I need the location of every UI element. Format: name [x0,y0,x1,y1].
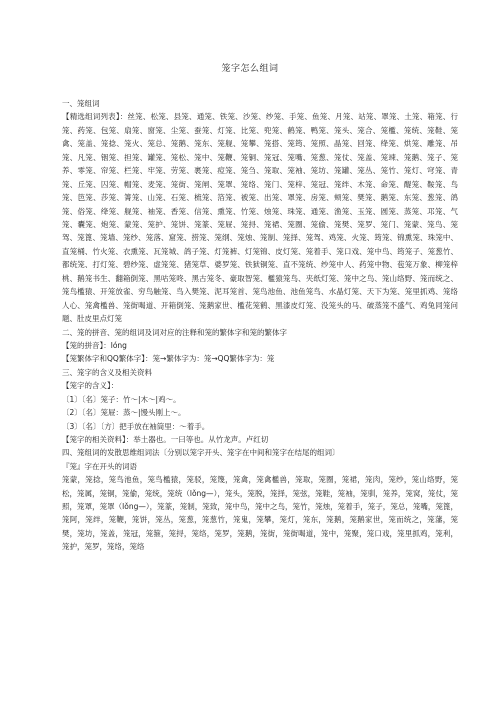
pinyin-line: 【笼的拼音】：lóng [62,341,127,351]
traditional-line: 【笼繁体字和QQ繁体字】：笼→繁体字为：笼→QQ繁体字为：笼 [62,354,275,364]
meaning-2: 〔2〕〔名〕笼屉：蒸～|馒头刚上～。 [62,408,186,418]
document-body [62,97,458,554]
meaning-3: 〔3〕〔名〕〔方〕把手放在袖筒里：～着手。 [62,421,210,431]
meaning-1: 〔1〕〔名〕笼子：竹～|木～|鸡～。 [62,394,181,404]
heading-2: 二、笼的拼音、笼的组词及词对应的注释和笼的繁体字和笼的繁体字 [62,327,287,337]
word-list-paragraph: 【精选组词列表】：丝笼、松笼、县笼、通笼、铁笼、沙笼、纱笼、手笼、鱼笼、月笼、站笼、罩笼、土笼、箱笼、行笼、药笼、包笼、扇笼、窗笼、尘笼、蚕笼、灯笼、比笼、兜笼、鹤笼、鸭笼、笼头、笼合、笼檻、笼统、笼鞋、笼禽、笼盖、笼捻、笼火、笼总、笼鹅、笼东、笼舰、笼攀、笼搭、笼筠、笼照、晶笼、回笼、绛笼、烘笼、雕笼、吊笼、凡笼、铟笼、担笼、罐笼、笼松、笼中、笼鞭、笼铜、笼冠、笼嘴、笼葱、笼仗、笼盖、笼竦、笼鹅、笼子、笼养、零笼、帘笼、栏笼、牢笼、劳笼、裹笼、痘笼、笼刍、笼取、笼袖、笼坊、笼罐、笼丛、笼竹、笼灯、穹笼、青笼、丘笼、囚笼、帽笼、麦笼、笼街、笼闸、笼罩、笼络、笼门、笼梓、笼冠、笼绊、木笼、命笼、醍笼、鞍笼、鸟笼、笆笼、莎笼、箐笼、山笼、石笼、梳笼、箔笼、被笼、出笼、罩笼、房笼、颊笼、樊笼、鹅笼、东笼、葱笼、鸽笼、俗笼、绛笼、舰笼、袖笼、香笼、信笼、熏笼、竹笼、烛笼、珠笼、通笼、渔笼、玉笼、圆笼、蒸笼、邛笼、气笼、囊笼、炮笼、蒙笼、笼护、笼饼、笼篆、笼屉、笼挦、笼裙、笼圈、笼偷、笼樊、笼罗、笼门、笼蒙、笼鸟、笼驾、笼篦、笼墙、笼纱、笼落、窟笼、捞笼、笼纲、笼烛、笼制、笼择、笼驾、鸡笼、火笼、筠笼、锦熏笼、珠笼中、直笼桶、竹火笼、衣熏笼、瓦笼城、鸽子笼、灯笼裤、灯笼锦、皮灯笼、笼着手、笼口戏、笼中鸟、筠笼子、笼葱竹、都统笼、打灯笼、碧纱笼、虚笼笼、猪笼草、婆罗笼、铁狱铜笼、直不笼统、纱笼中人、药笼中物、苞笼万象、柳笼梓桃、鹅笼书生、翻箱倒笼、黑咕笼咚、黑古笼冬、豪取智笼、檻猿笼鸟、夹纸灯笼、笼中之鸟、笼山络野、笼而统之、笼鸟檻猿、开笼放雀、穷鸟触笼、鸟入樊笼、泥耳笼首、笼鸟池鱼、池鱼笼鸟、水晶灯笼、天下为笼、笼里抓鸡、笼络人心、笼禽檻兽、笼街喝道、开箱倒笼、笼鹅家世、檻花笼鹤、黑漆皮灯笼、没笼头的马、破蒸笼不盛气、鸡兔同笼问题、肚皮里点灯笼 [62,112,458,324]
heading-3: 三、笼字的含义及相关资料 [62,367,152,377]
heading-1: 一、笼组词 [62,99,100,108]
heading-4: 四、笼组词的发散思维组词法〔分别以笼字开头、笼字在中间和笼字在结尾的组词〕 [62,448,340,458]
meaning-label: 【笼字的含义】： [62,381,119,391]
document-title: 笼字怎么组词 [221,64,279,74]
start-word-paragraph: 笼蒙，笼捻，笼鸟池鱼，笼鸟檻猿，笼驳，笼篾，笼禽，笼禽檻兽，笼取，笼圈，笼裙，笼肉，笼纱，笼山络野，笼松，笼属，笼铜，笼偷，笼统，笼统（lǒng—），笼头，笼脱，笼择，笼弦，笼鞋，笼袖，笼驯，笼养，笼窝，笼仗，笼照，笼罩，笼罩（lǒng—），笼篆，笼制，笼致，笼中鸟，笼中之鸟，笼竹，笼烛，笼着手，笼子，笼总，笼嘴，笼篦，笼阿，笼绊，笼鞭，笼饼，笼丛，笼葱，笼葱竹，笼鬼，笼攀，笼灯，笼东，笼鹅，笼鹅家世，笼而统之，笼藩，笼樊，笼坊，笼盖，笼冠，笼箍，笼挦，笼络，笼罗，笼鹅，笼街，笼街喝道，笼中，笼聚，笼口戏，笼里抓鸡，笼利，笼护，笼罗，笼络，笼络 [62,475,458,552]
reference-line: 【笼字的相关资料】：举土器也。一曰等也。从竹龙声。卢红切 [62,434,269,444]
subheading-start: 『笼』字在开头的词语 [62,461,137,471]
